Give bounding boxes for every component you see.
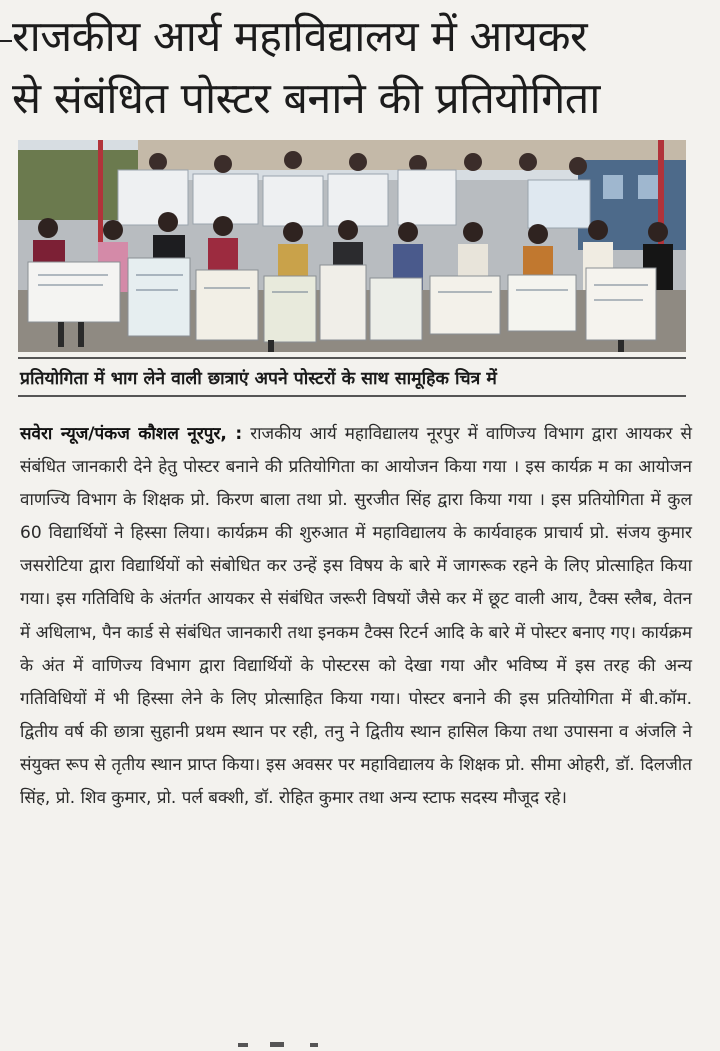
headline-line-2: से संबंधित पोस्टर बनाने की प्रतियोगिता: [12, 74, 600, 124]
lead-rule: [0, 40, 12, 42]
cut-off-text: [220, 1040, 360, 1051]
photo-caption: प्रतियोगिता में भाग लेने वाली छात्राएं अपने पोस्टरों के साथ सामूहिक चित्र में: [18, 357, 686, 397]
group-photo-illustration: [18, 140, 686, 352]
group-photo: [18, 140, 686, 352]
article-text: राजकीय आर्य महाविद्यालय नूरपुर में वाणिज्य विभाग द्वारा आयकर से संबंधित जानकारी देने हेतु पोस्टर बनाने की प्रतियोगिता का आयोजन किया गया । इस कार्यक्र म का आयोजन वाणज्यि विभाग के शिक्षक प्रो. किरण बाला तथा प्रो. सुरजीत सिंह द्वारा किया गया । इस प्रतियोगिता में कुल 60 विद्यार्थियों ने हिस्सा लिया। कार्यक्रम की शुरुआत में महाविद्यालय के कार्यवाहक प्राचार्य प्रो. संजय कुमार जसरोटिया द्वारा विद्यार्थियों को संबोधित कर उन्हें इस विषय के बारे में जागरूक रहने के लिए प्रोत्साहित किया गया। इस गतिविधि के अंतर्गत आयकर से संबंधित जरूरी विषयों जैसे कर में छूट वाली आय, टैक्स स्लैब, वेतन में अधिलाभ, पैन कार्ड से संबंधित जानकारी तथा इनकम टैक्स रिटर्न आदि के बारे में पोस्टर बनाए गए। कार्यक्रम के अंत में वाणिज्य विभाग द्वारा विद्यार्थियों के पोस्टरस को देखा गया और भविष्य में इस तरह की अन्य गतिविधियों में भी हिस्सा लेने के लिए प्रोत्साहित किया गया। पोस्टर बनाने की इस प्रतियोगिता में बी.कॉम. द्वितीय वर्ष की छात्रा सुहानी प्रथम स्थान पर रही, तनु ने द्वितीय स्थान हासिल किया तथा उपासना व अंजलि ने संयुक्त रूप से तृतीय स्थान प्राप्त किया। इस अवसर पर महाविद्यालय के शिक्षक प्रो. सीमा ओहरी, डॉ. दिलजीत सिंह, प्रो. शिव कुमार, प्रो. पर्ल बक्शी, डॉ. रोहित कुमार तथा अन्य स्टाफ सदस्य मौजूद रहे।: [20, 424, 693, 809]
article-byline: सवेरा न्यूज/पंकज कौशल नूरपुर, :: [20, 424, 243, 444]
cut-off-text-marks: [220, 1040, 360, 1051]
article-body: [20, 418, 692, 815]
headline-line-1: राजकीय आर्य महाविद्यालय में आयकर: [12, 12, 588, 62]
headline: [12, 6, 712, 130]
